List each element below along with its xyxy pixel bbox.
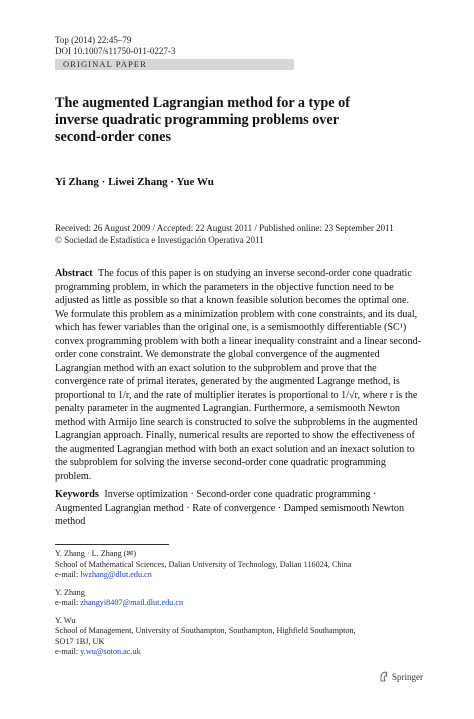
email-prefix: e-mail:: [55, 570, 81, 579]
copyright: © Sociedad de Estadística e Investigación Operativa 2011: [55, 235, 264, 245]
affiliation-block: [55, 549, 425, 581]
abstract-text: The focus of this paper is on studying an inverse second-order cone quadratic programming problem, in which the parameters in the objective function need to be adjusted as little as possible so that a known feasible solution becomes the optimal one. We formulate this problem as a minimization problem with cone constraints, and its dual, which has fewer variables than the original one, is a semismoothly differentiable (SC¹) convex programming problem with both a linear inequality constraint and a linear second-order cone constraint. We demonstrate the global convergence of the augmented Lagrangian method with an exact solution to the subproblem and prove that the convergence rate of primal iterates, generated by the augmented Lagrange method, is proportional to 1/r, and the rate of multiplier iterates is proportional to 1/√r, where r is the penalty parameter in the augmented Lagrangian. Furthermore, a semismooth Newton method with Armijo line search is constructed to solve the subproblems in the augmented Lagrangian approach. Finally, numerical results are reported to show the effectiveness of the augmented Lagrangian method with both an exact solution and an inexact solution to the subproblem for solving the inverse second-order cone quadratic programming problem.: [55, 268, 422, 482]
keywords-text: Inverse optimization · Second-order cone quadratic programming · Augmented Lagrangian method · Rate of convergence · Damped semismooth Newton method: [55, 489, 405, 527]
publication-dates: [55, 222, 425, 246]
author-list: Yi Zhang · Liwei Zhang · Yue Wu: [55, 176, 214, 188]
affiliation-address: School of Management, University of Southampton, Southampton, Highfield Southampton,: [55, 626, 356, 635]
email-link[interactable]: y.wu@soton.ac.uk: [80, 647, 141, 656]
affiliation-block: [55, 588, 425, 609]
paper-title: The augmented Lagrangian method for a type of inverse quadratic programming problems over second-order cones: [55, 95, 350, 145]
affiliation-names: Y. Zhang · L. Zhang (✉): [55, 549, 137, 558]
affiliation-block: [55, 616, 425, 658]
email-link[interactable]: lwzhang@dlut.edu.cn: [80, 570, 152, 579]
footnote-divider: [55, 544, 169, 545]
journal-info: [55, 35, 175, 57]
affiliation-email-line: [55, 598, 425, 609]
email-link[interactable]: zhangyi8407@mail.dlut.edu.cn: [80, 598, 184, 607]
affiliations: [55, 549, 425, 665]
springer-horse-icon: [379, 671, 389, 682]
affiliation-names: Y. Zhang: [55, 587, 85, 597]
email-prefix: e-mail:: [55, 598, 81, 607]
affiliation-email-line: [55, 570, 425, 581]
email-prefix: e-mail:: [55, 647, 81, 656]
keywords: [55, 488, 423, 529]
affiliation-address-line2: SO17 1BJ, UK: [55, 636, 105, 646]
affiliation-email-line: [55, 647, 425, 658]
affiliation-names: Y. Wu: [55, 615, 76, 625]
publisher-name: Springer: [392, 671, 423, 682]
doi: DOI 10.1007/s11750-011-0227-3: [55, 46, 176, 56]
section-label: ORIGINAL PAPER: [63, 59, 147, 69]
keywords-label: Keywords: [55, 489, 99, 500]
abstract-label: Abstract: [55, 268, 93, 279]
date-history: Received: 26 August 2009 / Accepted: 22 August 2011 / Published online: 23 September 2011: [55, 223, 394, 233]
publisher-mark: [379, 671, 423, 682]
abstract: [55, 267, 423, 483]
affiliation-address: School of Mathematical Sciences, Dalian University of Technology, Dalian 116024, China: [55, 559, 352, 569]
journal-citation: Top (2014) 22:45–79: [55, 35, 132, 45]
